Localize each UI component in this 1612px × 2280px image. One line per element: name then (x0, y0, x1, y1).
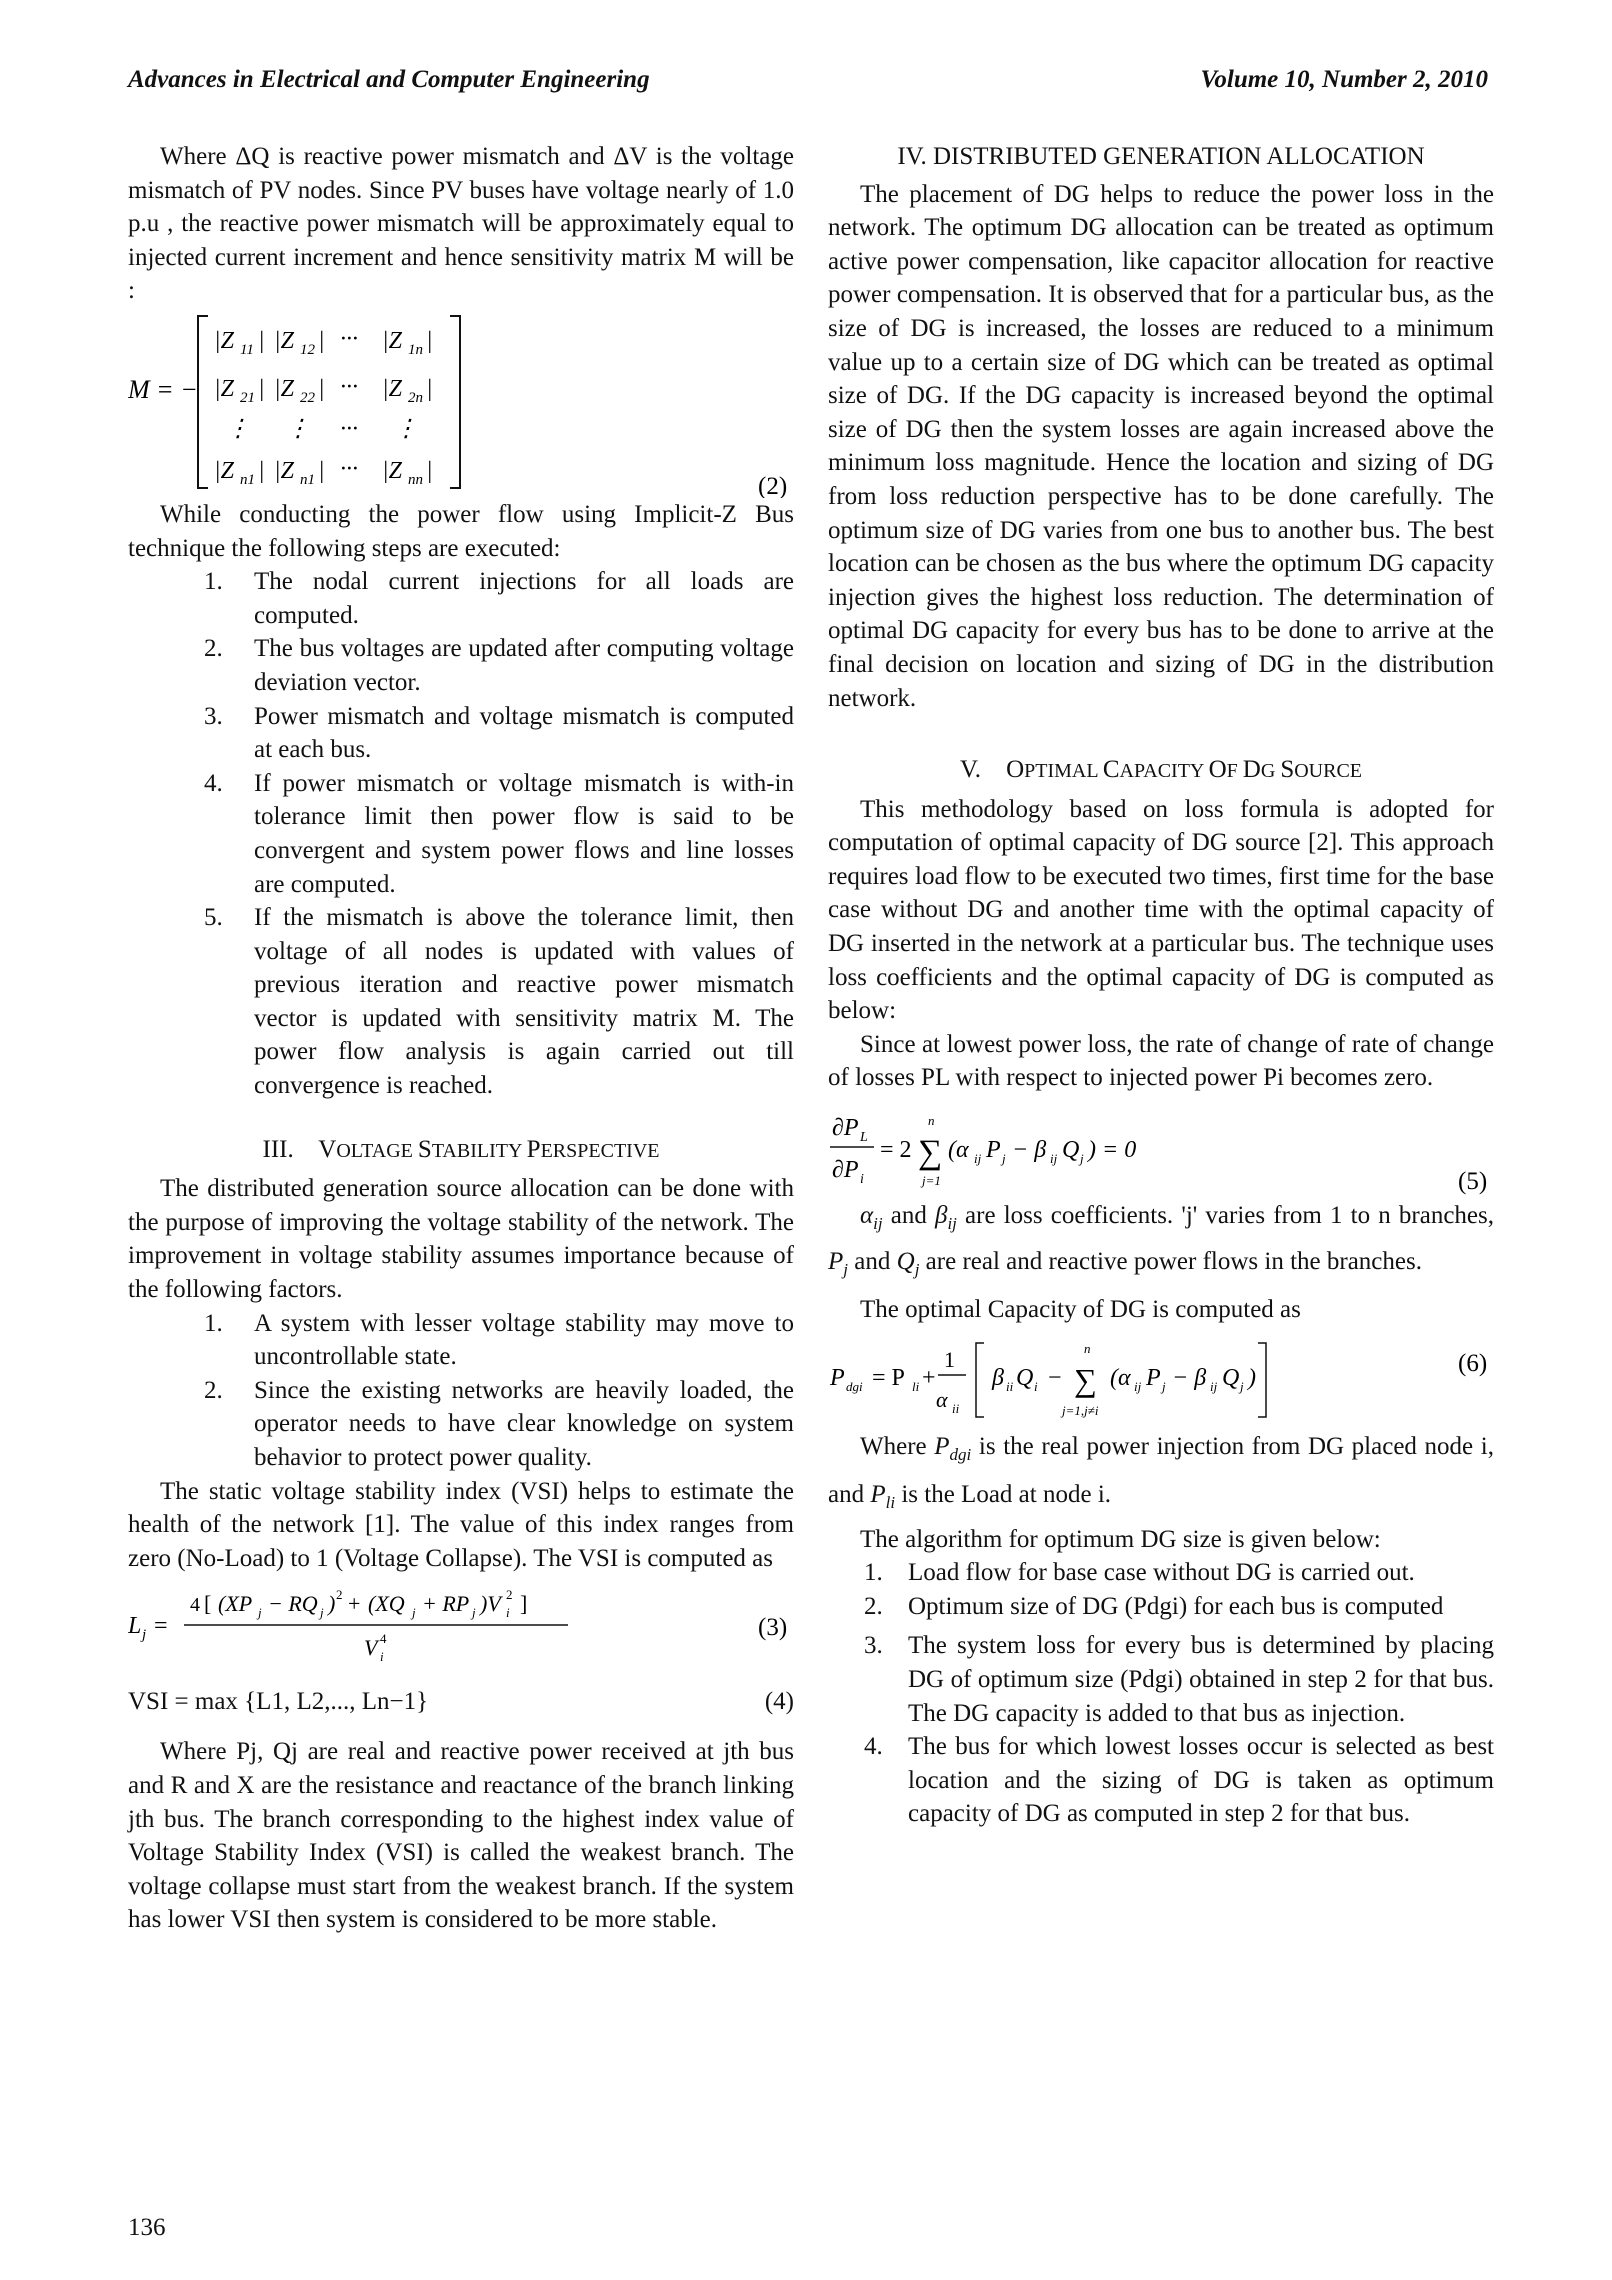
svg-text:21: 21 (240, 389, 255, 406)
section-4-paragraph: The placement of DG helps to reduce the power loss in the network. The optimum DG allocation can be treated as optimum active power compensation, like capacitor allocation for reactive power compensation. It is observed that for a particular bus, as the size of DG is increased, the losses are reduced to a minimum value up to a certain size of DG which can be treated as optimal size of DG. If the DG capacity is increased beyond the optimal size of DG then the system losses are again increased above the minimum loss magnitude. Hence the location and sizing of DG from loss reduction perspective has to be done carefully. The optimum size of DG varies from one bus to another bus. The best location can be chosen as the bus where the optimum DG capacity injection gives the highest loss reduction. The determination of optimal DG capacity for every bus has to be done to arrive at the final decision on location and sizing of DG in the distribution network. (828, 180, 1494, 712)
svg-text:P: P (986, 1137, 1001, 1164)
svg-text:)V: )V (480, 1591, 501, 1617)
svg-text:|Z: |Z (214, 375, 234, 402)
svg-text:Q: Q (1062, 1137, 1080, 1164)
loss-derivative-equation (828, 1101, 1494, 1197)
svg-text:1n: 1n (408, 341, 423, 358)
svg-text:j: j (1162, 1378, 1166, 1394)
svg-text:i: i (380, 1649, 384, 1665)
matrix-right-bracket (450, 316, 460, 488)
svg-text:1: 1 (944, 1346, 955, 1372)
svg-text:V: V (364, 1635, 378, 1661)
list-item: 4. If power mismatch or voltage mismatch is with-in tolerance limit then power flow is said to be convergent and system power flows and line losses are computed. (204, 769, 794, 898)
list-item: 1. A system with lesser voltage stability may move to uncontrollable state. (204, 1309, 794, 1371)
section-3-paragraph-1: The distributed generation source allocation can be done with the purpose of improving the voltage stability of the network. The improvement in voltage stability assumes importance because of the following factors. (128, 1175, 794, 1304)
svg-text:|Z: |Z (274, 375, 294, 402)
svg-text:− β: − β (1012, 1137, 1047, 1164)
eq5-explanation: $\alpha_{ij}$ and $\beta_{ij}$ are loss coefficients. 'j' varies from 1 to n branches, $P_j$ and $Q_j$ are real and reactive power flows in the branches. (828, 1202, 1494, 1280)
svg-text:ii: ii (952, 1400, 960, 1416)
svg-text:j: j (472, 1605, 476, 1621)
svg-text:n1: n1 (240, 471, 255, 488)
optimal-capacity-equation (828, 1331, 1494, 1427)
svg-text:j: j (412, 1605, 416, 1621)
svg-text:11: 11 (240, 341, 254, 358)
svg-text:···: ··· (340, 415, 358, 442)
section-3-paragraph-3: Where Pj, Qj are real and reactive power received at jth bus and R and X are the resistance and reactance of the branch linking jth bus. The branch corresponding to the highest index value of Voltage Stability Index (VSI) is called the weakest branch. The voltage collapse must start from the weakest branch. If the system has lower VSI then system is considered to be more stable. (128, 1738, 794, 1934)
eq6-intro: The optimal Capacity of DG is computed as (860, 1296, 1301, 1324)
list-item: 5. If the mismatch is above the tolerance limit, then voltage of all nodes is updated with values of previous iteration and reactive power mismatch vector is updated with sensitivity matrix M. The power flow analysis is again carried out till convergence is reached. (204, 904, 794, 1100)
svg-text:⋮: ⋮ (226, 415, 250, 442)
right-column (828, 140, 1494, 1831)
svg-text:j=1: j=1 (922, 1173, 941, 1189)
equation-4 (128, 1685, 794, 1735)
section-5-paragraph-1: This methodology based on loss formula is adopted for computation of optimal capacity of DG source [2]. This approach requires load flow to be executed two times, first time for the base case without DG and another time with the optimal capacity of DG inserted in the network at a particular bus. The technique uses loss coefficients and the optimal capacity of DG is computed as below: (828, 795, 1494, 1025)
svg-text:⋮: ⋮ (286, 415, 310, 442)
svg-text:|: | (426, 457, 433, 484)
svg-text:= P: = P (872, 1364, 905, 1391)
svg-text:dgi: dgi (846, 1378, 863, 1394)
section-3-paragraph-2: The static voltage stability index (VSI) helps to estimate the health of the network [1]. The value of this index ranges from zero (No-Load) to 1 (Voltage Collapse). The VSI is computed as (128, 1477, 794, 1572)
svg-text:i: i (1034, 1378, 1038, 1394)
matrix-equation (128, 312, 794, 498)
list-item: 1. The nodal current injections for all loads are computed. (204, 568, 794, 629)
svg-text:): ) (1248, 1364, 1256, 1391)
list-item: 3. Power mismatch and voltage mismatch is computed at each bus. (204, 702, 794, 764)
svg-text:|: | (318, 457, 325, 484)
svg-text:n: n (928, 1113, 935, 1129)
svg-text:+: + (922, 1364, 936, 1391)
svg-text:li: li (912, 1378, 920, 1394)
svg-text:···: ··· (340, 373, 358, 400)
svg-text:α: α (936, 1386, 948, 1412)
section-5-heading: V. OPTIMAL CAPACITY OF DG SOURCE (959, 756, 1363, 784)
svg-text:): ) (328, 1591, 336, 1617)
left-column (128, 140, 794, 1937)
list-item: 2. Since the existing networks are heavily loaded, the operator needs to have clear knowledge on system behavior to protect power quality. (204, 1376, 794, 1471)
svg-text:Q: Q (1016, 1364, 1034, 1391)
svg-text:+: + (348, 1591, 361, 1617)
eq6-number: (6) (1458, 1349, 1488, 1377)
svg-text:ij: ij (1134, 1378, 1142, 1394)
eq5-number: (5) (1458, 1168, 1488, 1196)
svg-text:−: − (1048, 1364, 1062, 1391)
svg-text:|: | (426, 327, 433, 354)
svg-text:[: [ (204, 1591, 212, 1617)
svg-text:j: j (258, 1605, 262, 1621)
svg-text:+ RP: + RP (422, 1591, 470, 1617)
svg-text:L: L (128, 1613, 142, 1640)
equation-3 (128, 1575, 794, 1671)
vsi-equation (128, 1575, 794, 1671)
svg-text:P: P (830, 1364, 845, 1391)
svg-text:P: P (1146, 1364, 1161, 1391)
section-5-paragraph-2: Since at lowest power loss, the rate of change of rate of change of losses PL with respect to injected power Pi becomes zero. (828, 1030, 1494, 1092)
svg-text:n: n (1084, 1340, 1091, 1356)
svg-text:nn: nn (408, 471, 423, 488)
svg-text:∑: ∑ (918, 1134, 943, 1172)
svg-text:= 2: = 2 (880, 1137, 912, 1164)
list-item: 2. Optimum size of DG (Pdgi) for each bus is computed (864, 1592, 1444, 1620)
svg-text:|: | (258, 327, 265, 354)
svg-text:4: 4 (380, 1631, 387, 1647)
eq4-number: (4) (764, 1688, 794, 1716)
eq2-lhs: M = − (128, 374, 198, 404)
steps-intro: While conducting the power flow using Implicit-Z Bus technique the following steps are executed: (128, 500, 794, 562)
svg-text:2n: 2n (408, 389, 423, 406)
matrix-left-bracket (198, 316, 208, 488)
equation-5 (828, 1101, 1494, 1197)
svg-text:(XQ: (XQ (368, 1591, 405, 1617)
svg-text:=: = (154, 1613, 168, 1640)
svg-text:∂P: ∂P (832, 1115, 859, 1142)
svg-text:Q: Q (1222, 1364, 1240, 1391)
svg-text:(XP: (XP (218, 1591, 253, 1617)
list-item: 2. The bus voltages are updated after computing voltage deviation vector. (204, 635, 794, 696)
volume-info: Volume 10, Number 2, 2010 (1200, 66, 1488, 93)
svg-text:|: | (426, 375, 433, 402)
svg-text:∂P: ∂P (832, 1157, 859, 1184)
svg-text:ij: ij (974, 1151, 982, 1167)
svg-text:2: 2 (336, 1587, 343, 1603)
eq6-explanation: Where $P_{dgi}$ is the real power injection from DG placed node i, and $P_{li}$ is the Load at node i. (828, 1432, 1494, 1512)
journal-title: Advances in Electrical and Computer Engineering (128, 66, 650, 93)
algorithm-list (828, 1556, 1494, 1831)
section-3-heading: III. VOLTAGE STABILITY PERSPECTIVE (262, 1135, 660, 1163)
svg-text:⋮: ⋮ (394, 415, 418, 442)
svg-text:|Z: |Z (382, 457, 402, 484)
svg-text:|: | (258, 457, 265, 484)
factors-list (128, 1307, 794, 1475)
svg-text:|: | (318, 375, 325, 402)
svg-text:− β: − β (1172, 1364, 1207, 1391)
svg-text:|Z: |Z (382, 327, 402, 354)
algorithm-intro: The algorithm for optimum DG size is given below: (860, 1525, 1381, 1553)
steps-list (128, 565, 794, 1103)
svg-text:ii: ii (1006, 1378, 1014, 1394)
svg-text:]: ] (520, 1591, 528, 1617)
svg-text:···: ··· (340, 325, 358, 352)
svg-text:|Z: |Z (274, 457, 294, 484)
svg-text:|Z: |Z (382, 375, 402, 402)
svg-text:|: | (258, 375, 265, 402)
section-4-heading: IV. DISTRIBUTED GENERATION ALLOCATION (897, 143, 1425, 170)
svg-text:(α: (α (1110, 1364, 1131, 1391)
svg-text:j: j (1080, 1151, 1084, 1167)
svg-text:ij: ij (1210, 1378, 1218, 1394)
eq4-text: VSI = max {L1, L2,..., Ln−1} (128, 1688, 429, 1716)
equation-2 (128, 312, 794, 498)
page-number: 136 (128, 2214, 166, 2241)
eq2-number: (2) (758, 472, 788, 498)
svg-text:|Z: |Z (274, 327, 294, 354)
list-item: 4. The bus for which lowest losses occur is selected as best location and the sizing of DG is taken as optimum capacity of DG as computed in step 2 for that bus. (864, 1733, 1494, 1828)
equation-6 (828, 1331, 1494, 1427)
svg-text:L: L (860, 1130, 868, 1146)
intro-paragraph: Where ΔQ is reactive power mismatch and ΔV is the voltage mismatch of PV nodes. Since PV buses have voltage nearly of 1.0 p.u , the reactive power mismatch will be approximately equal to injected current increment and hence sensitivity matrix M will be : (128, 143, 794, 305)
svg-text:i: i (506, 1605, 510, 1621)
svg-text:|Z: |Z (214, 327, 234, 354)
svg-text:|Z: |Z (214, 457, 234, 484)
svg-text:i: i (860, 1172, 864, 1188)
svg-text:j: j (142, 1627, 147, 1644)
svg-text:···: ··· (340, 455, 358, 482)
list-item: 1. Load flow for base case without DG is carried out. (864, 1559, 1415, 1587)
svg-text:12: 12 (300, 341, 315, 358)
eq3-number: (3) (758, 1614, 788, 1642)
svg-text:ij: ij (1050, 1151, 1058, 1167)
svg-text:(α: (α (948, 1137, 969, 1164)
svg-text:∑: ∑ (1074, 1361, 1097, 1398)
svg-text:) = 0: ) = 0 (1088, 1137, 1137, 1164)
svg-text:j: j (320, 1605, 324, 1621)
svg-text:− RQ: − RQ (268, 1591, 318, 1617)
svg-text:|: | (318, 327, 325, 354)
list-item: 3. The system loss for every bus is determined by placing DG of optimum size (Pdgi) obtained in step 2 for that bus. The DG capacity is added to that bus as injection. (864, 1632, 1494, 1727)
svg-text:j=1,j≠i: j=1,j≠i (1062, 1402, 1099, 1418)
svg-text:j: j (1240, 1378, 1244, 1394)
svg-text:n1: n1 (300, 471, 315, 488)
svg-text:j: j (1002, 1151, 1006, 1167)
svg-text:β: β (992, 1364, 1004, 1391)
svg-text:2: 2 (506, 1587, 513, 1603)
svg-text:22: 22 (300, 389, 315, 406)
svg-text:4: 4 (190, 1594, 200, 1617)
